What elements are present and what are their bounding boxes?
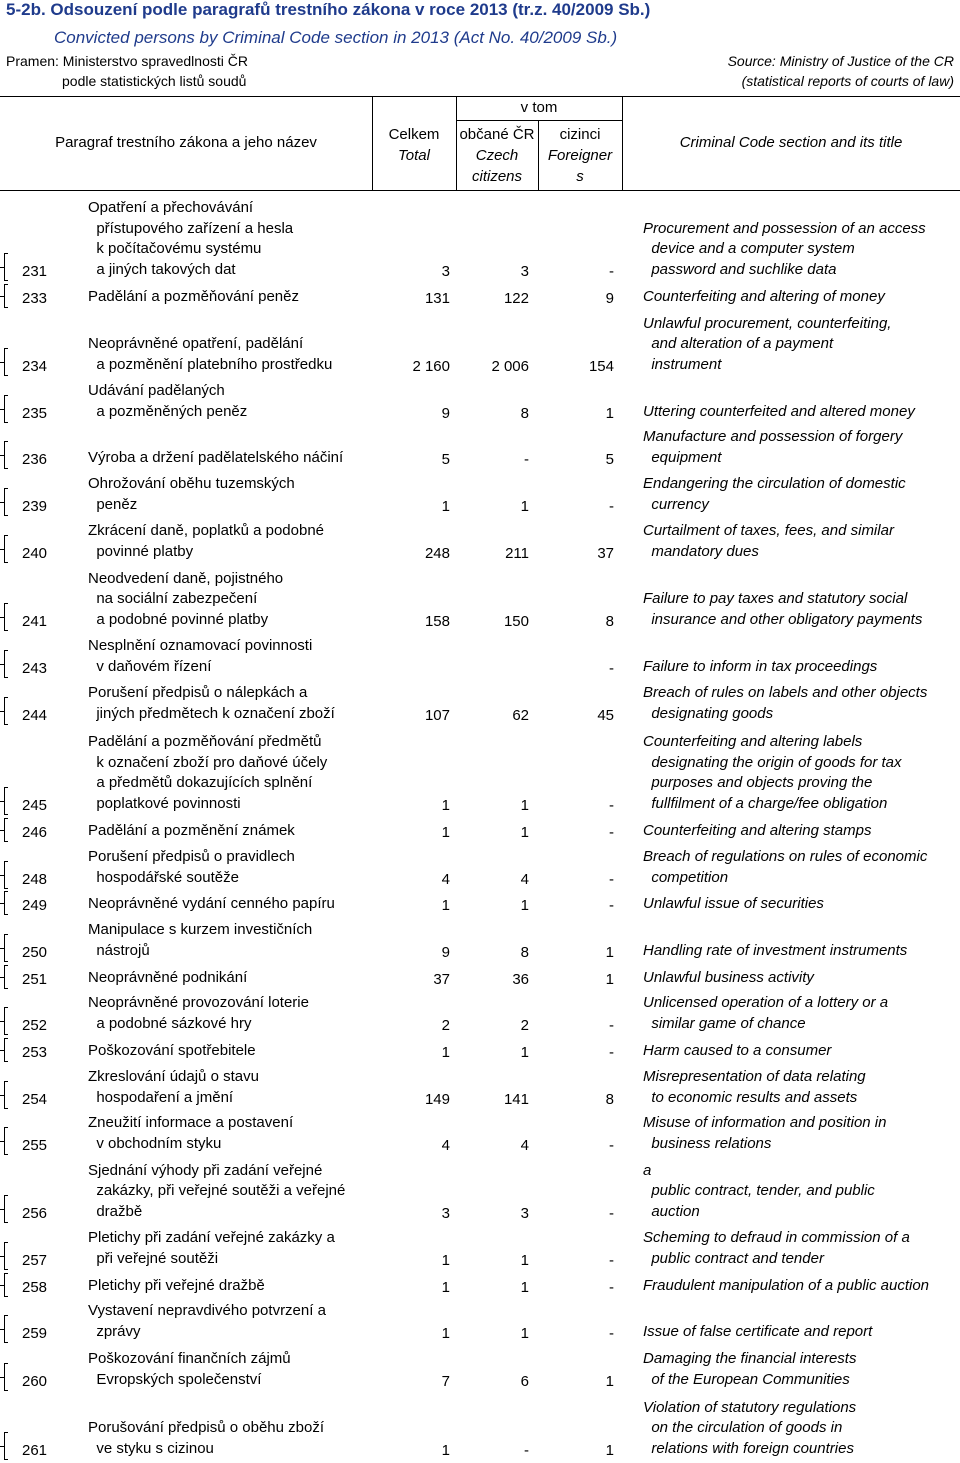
foreigners-value: -	[609, 263, 614, 280]
row-bracket	[4, 697, 8, 725]
table-row	[0, 569, 960, 629]
czech-citizens-value: 211	[505, 545, 529, 562]
czech-citizens-value: 1	[520, 1279, 529, 1296]
total-value: 5	[441, 451, 450, 468]
section-title-en: Uttering counterfeited and altered money	[643, 403, 915, 421]
section-code: 252	[22, 1017, 48, 1034]
section-title-en: Misuse of information and position in business relations	[643, 1114, 887, 1153]
czech-citizens-value: 1	[520, 824, 529, 841]
section-title-cz: Vystavení nepravdivého potvrzení a zprávy	[88, 1302, 326, 1341]
table-row	[0, 1273, 960, 1295]
section-title-cz: Neoprávněné opatření, padělání a pozměnění platebního prostředku	[88, 335, 333, 374]
total-value: 4	[441, 1137, 450, 1154]
section-code: 259	[22, 1325, 48, 1342]
row-bracket	[4, 253, 8, 281]
section-title-cz: Porušení předpisů o nálepkách a jiných předmětech k označení zboží	[88, 684, 335, 723]
czech-citizens-value: 150	[503, 613, 529, 630]
foreigners-value: -	[609, 871, 614, 888]
total-value: 107	[424, 707, 450, 724]
section-title-cz: Padělání a pozměnění známek	[88, 822, 295, 840]
section-title-en: Fraudulent manipulation of a public auction	[643, 1277, 930, 1295]
section-title-cz: Porušení předpisů o pravidlech hospodářské soutěže	[88, 848, 295, 887]
table-row	[0, 1349, 960, 1389]
section-title-en: Harm caused to a consumer	[643, 1042, 832, 1060]
section-code: 240	[22, 545, 48, 562]
total-value: 1	[441, 1442, 450, 1459]
source-en-line1: Source: Ministry of Justice of the CR	[727, 53, 954, 69]
czech-citizens-value: 122	[503, 290, 529, 307]
section-title-en: Failure to pay taxes and statutory social insurance and other obligatory payments	[643, 590, 923, 629]
table-row	[0, 965, 960, 987]
row-bracket	[4, 535, 8, 563]
section-code: 255	[22, 1137, 48, 1154]
section-title-cz: Zkreslování údajů o stavu hospodaření a jmění	[88, 1068, 259, 1107]
foreigners-value: 1	[605, 1442, 614, 1459]
total-value: 37	[433, 971, 450, 988]
section-title-en: Unlawful procurement, counterfeiting, and alteration of a payment instrument	[643, 314, 892, 374]
row-bracket	[4, 818, 8, 842]
row-bracket	[4, 603, 8, 631]
total-value: 2	[441, 1017, 450, 1034]
table-row	[0, 920, 960, 960]
header-czech: občané ČR Czech citizens	[459, 126, 535, 185]
section-code: 251	[22, 971, 48, 988]
total-value: 1	[441, 1325, 450, 1342]
table-row	[0, 474, 960, 514]
section-code: 235	[22, 405, 48, 422]
foreigners-value: 8	[605, 613, 614, 630]
section-title-cz: Pletichy při zadání veřejné zakázky a při veřejné soutěži	[88, 1229, 335, 1268]
section-title-cz: Udávání padělaných a pozměněných peněz	[88, 382, 248, 421]
section-code: 233	[22, 290, 48, 307]
foreigners-value: -	[609, 498, 614, 515]
section-title-en: Unlawful business activity	[643, 969, 814, 987]
section-title-en: Scheming to defraud in commission of a public contract and tender	[643, 1229, 910, 1268]
section-code: 244	[22, 707, 48, 724]
czech-citizens-value: 6	[520, 1373, 529, 1390]
section-title-cz: Sjednání výhody při zadání veřejné zakázky, při veřejné soutěži a veřejné dražbě	[88, 1161, 346, 1221]
row-bracket	[4, 488, 8, 516]
section-title-cz: Manipulace s kurzem investičních nástrojů	[88, 921, 313, 960]
total-value: 3	[441, 1205, 450, 1222]
total-value: 4	[441, 871, 450, 888]
section-title-en: Breach of rules on labels and other objects designating goods	[643, 684, 928, 723]
czech-citizens-value: -	[524, 1442, 529, 1459]
foreigners-value: 45	[597, 707, 614, 724]
foreigners-value: -	[609, 824, 614, 841]
total-value: 1	[441, 797, 450, 814]
table-row	[0, 197, 960, 279]
total-value: 131	[424, 290, 450, 307]
foreigners-value: -	[609, 660, 614, 677]
row-bracket	[4, 891, 8, 915]
section-code: 248	[22, 871, 48, 888]
section-title-cz: Poškozování spotřebitele	[88, 1042, 256, 1060]
section-title-cz: Ohrožování oběhu tuzemských peněz	[88, 475, 295, 514]
foreigners-value: -	[609, 1137, 614, 1154]
table-row	[0, 1301, 960, 1341]
section-code: 260	[22, 1373, 48, 1390]
total-value: 1	[441, 824, 450, 841]
section-code: 261	[22, 1442, 48, 1459]
section-code: 246	[22, 824, 48, 841]
table-row	[0, 427, 960, 467]
table-row	[0, 1228, 960, 1268]
header-section-en: Criminal Code section and its title	[679, 134, 903, 151]
section-title-en: a public contract, tender, and public auction	[643, 1161, 875, 1221]
section-title-cz: Neoprávněné podnikání	[88, 969, 248, 987]
total-value: 149	[424, 1091, 450, 1108]
foreigners-value: -	[609, 1252, 614, 1269]
section-code: 258	[22, 1279, 48, 1296]
table-row	[0, 1396, 960, 1458]
table-row	[0, 818, 960, 840]
section-title-cz: Opatření a přechovávání přístupového zařízení a hesla k počítačovému systému a jiných takových dat	[88, 198, 294, 279]
czech-citizens-value: 8	[520, 944, 529, 961]
section-title-en: Curtailment of taxes, fees, and similar mandatory dues	[643, 522, 894, 561]
foreigners-value: 154	[588, 358, 614, 375]
row-bracket	[4, 1432, 8, 1460]
total-value: 1	[441, 1044, 450, 1061]
section-code: 236	[22, 451, 48, 468]
czech-citizens-value: 3	[520, 1205, 529, 1222]
total-value: 7	[441, 1373, 450, 1390]
table-row	[0, 683, 960, 723]
section-title-cz: Porušování předpisů o oběhu zboží ve styku s cizinou	[88, 1419, 324, 1458]
section-title-en: Violation of statutory regulations on the circulation of goods in relations with foreign countries	[643, 1398, 857, 1458]
foreigners-value: 37	[597, 545, 614, 562]
section-title-en: Procurement and possession of an access device and a computer system password and suchlike data	[643, 219, 926, 279]
czech-citizens-value: 1	[520, 1325, 529, 1342]
table-row	[0, 316, 960, 374]
foreigners-value: 1	[605, 1373, 614, 1390]
row-bracket	[4, 441, 8, 469]
total-value: 1	[441, 897, 450, 914]
row-bracket	[4, 1363, 8, 1391]
total-value: 3	[441, 263, 450, 280]
header-total: Celkem Total	[388, 126, 440, 164]
table-row	[0, 1113, 960, 1153]
section-title-en: Unlicensed operation of a lottery or a similar game of chance	[643, 994, 889, 1033]
row-bracket	[4, 1081, 8, 1109]
section-title-en: Unlawful issue of securities	[643, 895, 824, 913]
row-bracket	[4, 1273, 8, 1297]
table-row	[0, 1038, 960, 1060]
czech-citizens-value: 4	[520, 1137, 529, 1154]
czech-citizens-value: 3	[520, 263, 529, 280]
row-bracket	[4, 861, 8, 889]
section-title-cz: Padělání a pozměňování předmětů k označení zboží pro daňové účely a předmětů dokazujících splnění poplatkové povinnosti	[88, 732, 328, 813]
header-section-cz: Paragraf trestního zákona a jeho název	[55, 134, 317, 151]
total-value: 9	[441, 944, 450, 961]
row-bracket	[4, 1242, 8, 1270]
czech-citizens-value: -	[524, 451, 529, 468]
table-row	[0, 993, 960, 1033]
czech-citizens-value: 1	[520, 897, 529, 914]
row-bracket	[4, 1007, 8, 1035]
table-row	[0, 1161, 960, 1221]
foreigners-value: 1	[605, 971, 614, 988]
foreigners-value: -	[609, 797, 614, 814]
section-code: 250	[22, 944, 48, 961]
row-bracket	[4, 395, 8, 423]
czech-citizens-value: 4	[520, 871, 529, 888]
table-row	[0, 636, 960, 676]
header-bottom-rule	[0, 190, 960, 191]
foreigners-value: 5	[605, 451, 614, 468]
section-title-en: Endangering the circulation of domestic currency	[643, 475, 906, 514]
foreigners-value: -	[609, 1017, 614, 1034]
section-title-en: Manufacture and possession of forgery equipment	[643, 428, 903, 467]
table-row	[0, 729, 960, 813]
total-value: 1	[441, 1279, 450, 1296]
header-foreign: cizinci Foreigner s	[547, 126, 613, 185]
total-value: 1	[441, 1252, 450, 1269]
source-cz-line1: Pramen: Ministerstvo spravedlnosti ČR	[6, 53, 248, 69]
section-code: 234	[22, 358, 48, 375]
section-title-cz: Padělání a pozměňování peněz	[88, 288, 299, 306]
total-value: 2 160	[412, 358, 450, 375]
section-title-cz: Nesplnění oznamovací povinnosti v daňovém řízení	[88, 637, 313, 676]
foreigners-value: -	[609, 1279, 614, 1296]
table-row	[0, 847, 960, 887]
foreigners-value: -	[609, 1044, 614, 1061]
section-code: 239	[22, 498, 48, 515]
foreigners-value: 9	[605, 290, 614, 307]
section-code: 243	[22, 660, 48, 677]
section-title-en: Failure to inform in tax proceedings	[643, 658, 878, 676]
total-value: 158	[424, 613, 450, 630]
section-title-cz: Výroba a držení padělatelského náčiní	[88, 449, 344, 467]
foreigners-value: -	[609, 1205, 614, 1222]
table-row	[0, 284, 960, 306]
header-of-which: v tom	[520, 99, 558, 116]
row-bracket	[4, 1038, 8, 1062]
section-code: 245	[22, 797, 48, 814]
row-bracket	[4, 284, 8, 308]
section-title-cz: Neodvedení daně, pojistného na sociální zabezpečení a podobné povinné platby	[88, 569, 284, 629]
czech-citizens-value: 2	[520, 1017, 529, 1034]
total-value: 248	[424, 545, 450, 562]
row-bracket	[4, 1315, 8, 1343]
section-code: 254	[22, 1091, 48, 1108]
czech-citizens-value: 62	[512, 707, 529, 724]
section-code: 257	[22, 1252, 48, 1269]
row-bracket	[4, 787, 8, 815]
source-en-line2: (statistical reports of courts of law)	[741, 73, 954, 89]
table-row	[0, 521, 960, 561]
row-bracket	[4, 1127, 8, 1155]
section-code: 253	[22, 1044, 48, 1061]
section-title-cz: Pletichy při veřejné dražbě	[88, 1277, 265, 1295]
section-title-en: Damaging the financial interests of the European Communities	[643, 1350, 857, 1389]
foreigners-value: 8	[605, 1091, 614, 1108]
foreigners-value: -	[609, 897, 614, 914]
page-title: 5-2b. Odsouzení podle paragrafů trestního zákona v roce 2013 (tr.z. 40/2009 Sb.)	[6, 0, 651, 19]
table-row	[0, 891, 960, 913]
section-title-en: Counterfeiting and altering labels designating the origin of goods for tax purposes and objects proving the fullfilment of a charge/fee obligation	[643, 732, 902, 813]
section-title-en: Counterfeiting and altering of money	[643, 288, 885, 306]
section-code: 249	[22, 897, 48, 914]
foreigners-value: 1	[605, 944, 614, 961]
section-title-cz: Zkrácení daně, poplatků a podobné povinné platby	[88, 522, 325, 561]
section-title-en: Handling rate of investment instruments	[643, 942, 908, 960]
row-bracket	[4, 934, 8, 962]
czech-citizens-value: 1	[520, 498, 529, 515]
czech-citizens-value: 141	[503, 1091, 529, 1108]
section-title-cz: Neoprávněné provozování loterie a podobné sázkové hry	[88, 994, 309, 1033]
table-row	[0, 381, 960, 421]
section-title-en: Misrepresentation of data relating to economic results and assets	[643, 1068, 866, 1107]
section-title-en: Issue of false certificate and report	[643, 1323, 873, 1341]
section-title-cz: Poškozování finančních zájmů Evropských společenství	[88, 1350, 291, 1389]
table-row	[0, 1067, 960, 1107]
row-bracket	[4, 1195, 8, 1223]
row-bracket	[4, 348, 8, 376]
czech-citizens-value: 1	[520, 1252, 529, 1269]
section-title-cz: Neoprávněné vydání cenného papíru	[88, 895, 335, 913]
czech-citizens-value: 1	[520, 1044, 529, 1061]
czech-citizens-value: 36	[512, 971, 529, 988]
page-title-english: Convicted persons by Criminal Code section in 2013 (Act No. 40/2009 Sb.)	[54, 28, 618, 47]
row-bracket	[4, 650, 8, 678]
czech-citizens-value: 2 006	[491, 358, 529, 375]
header-subrule	[456, 120, 622, 121]
section-code: 231	[22, 263, 48, 280]
czech-citizens-value: 1	[520, 797, 529, 814]
foreigners-value: 1	[605, 405, 614, 422]
foreigners-value: -	[609, 1325, 614, 1342]
total-value: 9	[441, 405, 450, 422]
row-bracket	[4, 965, 8, 989]
section-title-cz: Zneužití informace a postavení v obchodním styku	[88, 1114, 294, 1153]
source-cz-line2: podle statistických listů soudů	[62, 73, 247, 89]
section-title-en: Counterfeiting and altering stamps	[643, 822, 872, 840]
czech-citizens-value: 8	[520, 405, 529, 422]
section-code: 241	[22, 613, 48, 630]
total-value: 1	[441, 498, 450, 515]
section-code: 256	[22, 1205, 48, 1222]
section-title-en: Breach of regulations on rules of economic competition	[643, 848, 928, 887]
